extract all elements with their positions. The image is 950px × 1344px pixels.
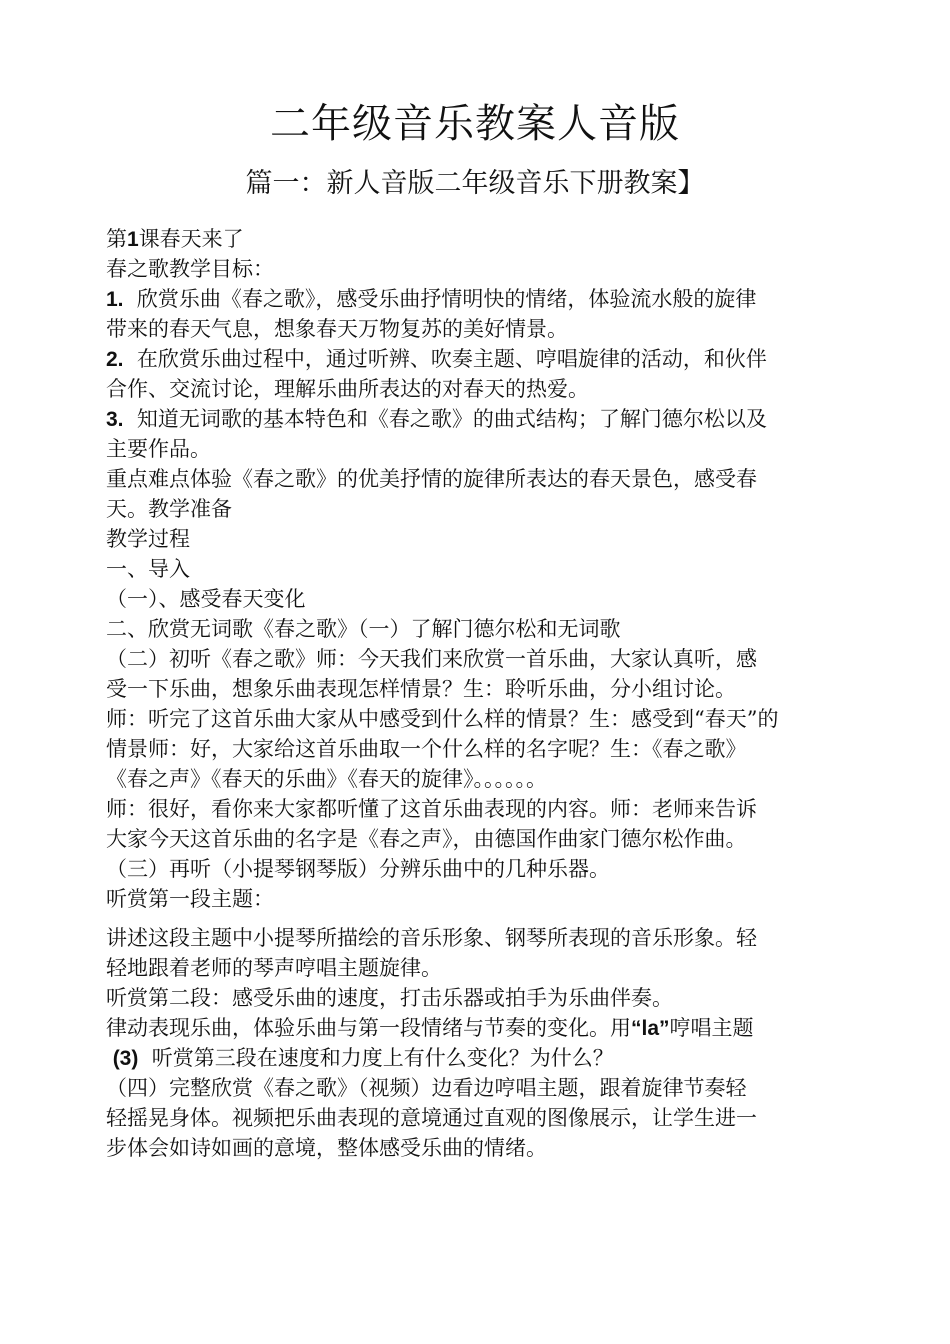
objectives-heading: 春之歌教学目标： xyxy=(106,257,274,281)
text-span: 知道无词歌的基本特色和《春之歌》的曲式结构；了解门德尔松以及 xyxy=(136,407,767,431)
paragraph-line: 讲述这段主题中小提琴所描绘的音乐形象、钢琴所表现的音乐形象。轻 xyxy=(106,926,757,950)
paragraph-line: 轻地跟着老师的琴声哼唱主题旋律。 xyxy=(106,956,442,980)
paragraph-line: 受一下乐曲，想象乐曲表现怎样情景？生：聆听乐曲，分小组讨论。 xyxy=(106,677,736,701)
section-intro: 一、导入 xyxy=(106,557,190,581)
document-body xyxy=(106,224,846,1163)
objective-2-line xyxy=(106,344,846,374)
subsection-1: （一）、感受春天变化 xyxy=(106,587,306,611)
objective-1-line xyxy=(106,284,846,314)
text-span: 哼唱主题 xyxy=(669,1016,754,1040)
paragraph-line xyxy=(106,1013,846,1043)
lesson-number: 1 xyxy=(127,228,139,251)
list-number: 1. xyxy=(106,288,124,311)
paragraph-line: 《春之声》《春天的乐曲》《春天的旋律》。。。。。。 xyxy=(106,767,547,791)
lesson-heading xyxy=(106,224,846,254)
paragraph-line: 大家今天这首乐曲的名字是《春之声》，由德国作曲家门德尔松作曲。 xyxy=(106,827,747,851)
paragraph-line: 听赏第二段：感受乐曲的速度，打击乐器或拍手为乐曲伴奏。 xyxy=(106,986,673,1010)
syllable-la: “la” xyxy=(631,1017,670,1040)
key-points-line: 重点难点体验《春之歌》的优美抒情的旋律所表达的春天景色，感受春 xyxy=(106,467,757,491)
paragraph-line: 步体会如诗如画的意境，整体感受乐曲的情绪。 xyxy=(106,1136,547,1160)
process-heading: 教学过程 xyxy=(106,527,190,551)
text-span: 第 xyxy=(106,227,127,251)
paragraph-line: （二）初听《春之歌》师：今天我们来欣赏一首乐曲，大家认真听，感 xyxy=(106,647,757,671)
list-number: 3. xyxy=(106,408,124,431)
paragraph-line xyxy=(106,1043,846,1073)
list-number: 2. xyxy=(106,348,124,371)
objective-2-cont: 合作、交流讨论，理解乐曲所表达的对春天的热爱。 xyxy=(106,377,589,401)
list-number: (3) xyxy=(112,1047,139,1070)
key-points-cont: 天。教学准备 xyxy=(106,497,232,521)
text-span: 听赏第三段在速度和力度上有什么变化？为什么？ xyxy=(151,1046,614,1070)
document-subtitle: 篇一：新人音版二年级音乐下册教案】 xyxy=(245,168,705,199)
objective-3-cont: 主要作品。 xyxy=(106,437,211,461)
paragraph-line: （四）完整欣赏《春之歌》（视频）边看边哼唱主题，跟着旋律节奏轻 xyxy=(106,1076,747,1100)
text-span: 律动表现乐曲，体验乐曲与第一段情绪与节奏的变化。用 xyxy=(106,1016,631,1040)
text-span: 欣赏乐曲《春之歌》，感受乐曲抒情明快的情绪，体验流水般的旋律 xyxy=(136,287,757,311)
paragraph-line: 听赏第一段主题： xyxy=(106,887,274,911)
paragraph-line: 轻摇晃身体。视频把乐曲表现的意境通过直观的图像展示，让学生进一 xyxy=(106,1106,757,1130)
paragraph-line: （三）再听（小提琴钢琴版）分辨乐曲中的几种乐器。 xyxy=(106,857,610,881)
paragraph-line: 情景师：好，大家给这首乐曲取一个什么样的名字呢？生：《春之歌》 xyxy=(106,737,747,761)
section-appreciation: 二、欣赏无词歌《春之歌》（一）了解门德尔松和无词歌 xyxy=(106,617,621,641)
text-span: 课春天来了 xyxy=(138,227,244,251)
paragraph-line: 师：听完了这首乐曲大家从中感受到什么样的情景？生：感受到“春天”的 xyxy=(106,707,779,731)
objective-3-line xyxy=(106,404,846,434)
text-span: 在欣赏乐曲过程中，通过听辨、吹奏主题、哼唱旋律的活动，和伙伴 xyxy=(136,347,767,371)
objective-1-cont: 带来的春天气息，想象春天万物复苏的美好情景。 xyxy=(106,317,568,341)
paragraph-line: 师：很好，看你来大家都听懂了这首乐曲表现的内容。师：老师来告诉 xyxy=(106,797,757,821)
document-title: 二年级音乐教案人音版 xyxy=(270,101,680,147)
